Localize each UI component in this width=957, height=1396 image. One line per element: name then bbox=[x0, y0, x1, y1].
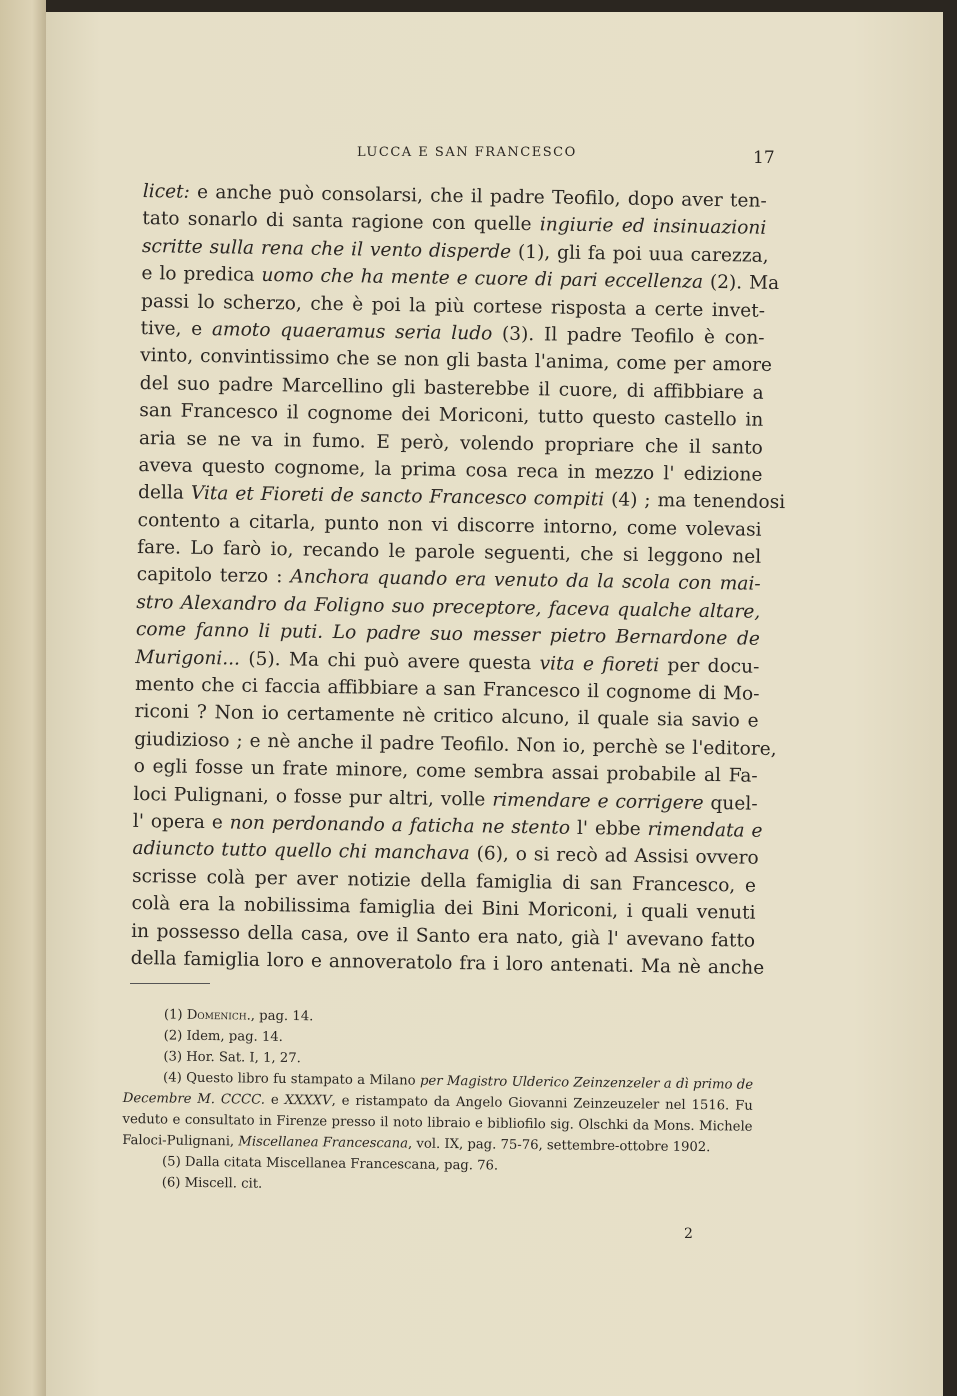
text-segment: vinto, convintissimo che se non gli basta l'anima, come per amore bbox=[140, 345, 773, 377]
italic-text: non perdonando a faticha ne stento bbox=[229, 812, 571, 839]
text-segment: quel- bbox=[703, 792, 758, 815]
text-segment: colà era la nobilissima famiglia dei Bini Moriconi, i quali venuti bbox=[131, 893, 756, 924]
text-segment: (6) Miscell. cit. bbox=[161, 1175, 263, 1192]
italic-text: come fanno li puti. Lo padre suo messer pietro Bernardone de bbox=[135, 619, 760, 650]
text-segment: l' ebbe bbox=[569, 817, 648, 840]
italic-text: rimendare e corrigere bbox=[492, 789, 704, 814]
text-segment: passi lo scherzo, che è poi la più cortese risposta a certe invet- bbox=[140, 290, 766, 322]
body-text bbox=[130, 178, 786, 982]
text-segment: l' opera e bbox=[132, 810, 230, 834]
page-edge bbox=[0, 0, 46, 1396]
text-segment: o egli fosse un frate minore, come sembra assai probabile al Fa- bbox=[133, 756, 758, 787]
signature-mark: 2 bbox=[684, 1226, 693, 1242]
text-segment: riconi ? Non io certamente nè critico alcuno, il quale sia savio e bbox=[134, 701, 759, 733]
italic-text: licet: bbox=[142, 180, 191, 203]
text-segment: capitolo terzo : bbox=[136, 564, 291, 588]
italic-text: rimendata e bbox=[647, 818, 763, 842]
text-segment: (1), gli fa poi uua carezza, bbox=[510, 241, 769, 267]
text-segment: contento a citarla, punto non vi discorre intorno, come volevasi bbox=[137, 509, 762, 541]
text-segment: della bbox=[137, 482, 192, 505]
text-segment: , pag. 14. bbox=[250, 1008, 314, 1025]
text-segment: loci Pulignani, o fosse pur altri, volle bbox=[133, 783, 493, 811]
text-segment: tato sonarlo di santa ragione con quelle bbox=[142, 208, 541, 236]
italic-text: Miscellanea Francescana bbox=[238, 1134, 409, 1152]
italic-text: stro Alexandro da Foligno suo preceptore, faceva qualche altare, bbox=[136, 591, 761, 623]
text-segment: (5) Dalla citata Miscellanea Francescana, pag. 76. bbox=[161, 1154, 499, 1174]
footnotes bbox=[122, 1004, 754, 1201]
italic-text: Murigoni... bbox=[135, 646, 241, 670]
italic-text: scritte sulla rena che il vento disperde bbox=[141, 235, 512, 263]
text-segment: (3). Il padre Teofilo è con- bbox=[492, 323, 765, 349]
text-segment: del suo padre Marcellino gli basterebbe il cuore, di affibbiare a bbox=[139, 372, 764, 404]
text-segment: aria se ne va in fumo. E però, volendo propriare che il santo bbox=[138, 427, 764, 459]
text-segment: (4) Questo libro fu stampato a Milano bbox=[163, 1070, 421, 1089]
text-segment: , vol. IX, pag. 75-76, settembre-ottobre 1902. bbox=[407, 1136, 711, 1156]
text-segment: e lo predica bbox=[141, 263, 262, 287]
text-segment: (1) bbox=[163, 1007, 187, 1023]
italic-text: vita e fioreti bbox=[539, 652, 660, 676]
text-segment: (3) Hor. Sat. I, 1, 27. bbox=[163, 1049, 301, 1067]
italic-text: amoto quaeramus seria ludo bbox=[211, 319, 493, 345]
text-segment: per docu- bbox=[659, 654, 760, 678]
italic-text: Vita et Fioreti de sancto Francesco compiti bbox=[190, 483, 605, 511]
text-segment: , e ristampato da Angelo Giovanni Zeinzeuzeler nel 1516. Fu veduto e consultato in Firenze presso il noto libraio e bibliofilo sig. Olschki da Mons. Michele Faloci-Pulignani, bbox=[122, 1093, 753, 1150]
text-segment: tive, e bbox=[140, 317, 213, 341]
text-segment: (2). Ma bbox=[702, 271, 780, 295]
italic-text: ingiurie ed insinuazioni bbox=[539, 214, 767, 240]
text-segment: della famiglia loro e annoveratolo fra i loro antenati. Ma nè anche bbox=[130, 947, 765, 979]
running-title: LUCCA E SAN FRANCESCO bbox=[357, 145, 577, 160]
text-segment: e bbox=[264, 1092, 285, 1108]
text-segment: (2) Idem, pag. 14. bbox=[163, 1028, 284, 1045]
text-segment: aveva questo cognome, la prima cosa reca in mezzo l' edizione bbox=[138, 454, 763, 486]
italic-text: uomo che ha mente e cuore di pari eccellenza bbox=[261, 265, 704, 293]
footnote-rule bbox=[130, 983, 210, 984]
italic-text: Anchora quando era venuto da la scola con mai- bbox=[290, 566, 761, 596]
text-segment: (5). Ma chi può avere questa bbox=[239, 648, 540, 674]
text-segment: (6), o si recò ad Assisi ovvero bbox=[469, 843, 759, 870]
text-segment: in possesso della casa, ove il Santo era nato, già l' avevano fatto bbox=[131, 920, 756, 952]
text-segment: san Francesco il cognome dei Moriconi, tutto questo castello in bbox=[139, 400, 764, 431]
text-segment: e anche può consolarsi, che il padre Teofilo, dopo aver ten- bbox=[189, 181, 767, 212]
page-number: 17 bbox=[753, 148, 775, 168]
italic-text: per Magistro Ulderico Zeinzenzeler a dì primo de Decembre M. CCCC. bbox=[122, 1073, 754, 1108]
text-segment: Domenich. bbox=[186, 1007, 251, 1024]
text-segment: scrisse colà per aver notizie della famiglia di san Francesco, e bbox=[131, 865, 757, 897]
footnote bbox=[122, 1067, 753, 1159]
italic-text: adiuncto tutto quello chi manchava bbox=[132, 838, 470, 865]
text-segment: giudizioso ; e nè anche il padre Teofilo. Non io, perchè se l'editore, bbox=[134, 728, 777, 760]
text-segment: (4) ; ma tenendosi bbox=[604, 489, 786, 514]
text-segment: mento che ci faccia affibbiare a san Francesco il cognome di Mo- bbox=[134, 673, 760, 705]
text-segment: fare. Lo farò io, recando le parole seguenti, che si leggono nel bbox=[137, 537, 762, 568]
italic-text: XXXXV bbox=[284, 1092, 332, 1109]
